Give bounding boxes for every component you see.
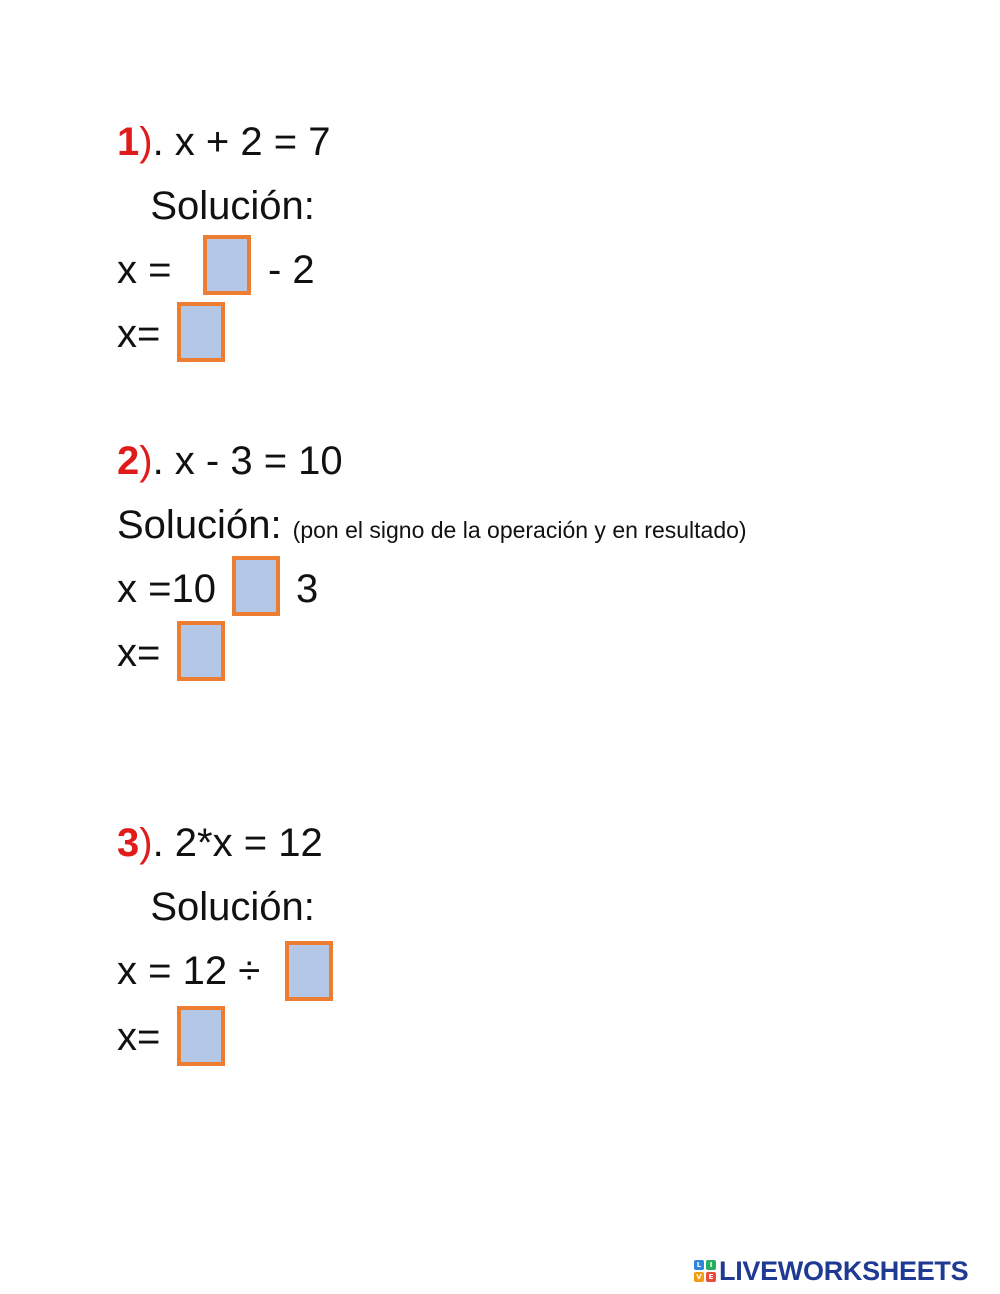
problem-3-step1-prefix: x = 12 ÷ [117,949,261,993]
problem-3-step1-answer-box[interactable] [285,941,333,1001]
problem-2-solution-label: Solución: [117,503,293,547]
problem-1-header [117,122,330,162]
problem-1-step1-answer-box[interactable] [203,235,251,295]
problem-2-solution-note: (pon el signo de la operación y en resultado) [292,517,747,543]
problem-2-result-answer-box[interactable] [177,621,225,681]
logo-tile-v: V [694,1272,704,1282]
problem-2-number: 2 [117,439,140,483]
problem-3-header [117,823,323,863]
logo-tile-i: I [706,1260,716,1270]
problem-1-step1-suffix: - 2 [268,248,315,292]
problem-1-equation: . x + 2 = 7 [152,120,331,164]
problem-3-equation: . 2*x = 12 [152,821,323,865]
logo-tile-e: E [706,1272,716,1282]
problem-3-step2-prefix: x= [117,1015,161,1059]
problem-1-paren: ) [139,120,153,164]
problem-2-header [117,441,343,481]
logo-tile-l: L [694,1260,704,1270]
problem-1-step2-prefix: x= [117,312,161,356]
liveworksheets-logo-mark-icon [694,1260,716,1282]
problem-2-paren: ) [139,439,153,483]
liveworksheets-logo [694,1256,968,1286]
problem-1-number: 1 [117,120,140,164]
problem-2-step1-prefix: x =10 [117,567,216,611]
problem-1-result-answer-box[interactable] [177,302,225,362]
problem-2-operator-answer-box[interactable] [232,556,280,616]
problem-1-step1-prefix: x = [117,248,172,292]
problem-3-solution-label: Solución: [117,885,315,929]
problem-3-paren: ) [139,821,153,865]
problem-3-number: 3 [117,821,140,865]
liveworksheets-logo-text: LIVEWORKSHEETS [719,1255,969,1286]
problem-2-solution-label-line [117,505,747,545]
problem-3-result-answer-box[interactable] [177,1006,225,1066]
problem-1-solution-label: Solución: [117,184,315,228]
problem-2-step2-prefix: x= [117,631,161,675]
problem-2-step1-suffix: 3 [296,567,319,611]
problem-2-equation: . x - 3 = 10 [152,439,343,483]
